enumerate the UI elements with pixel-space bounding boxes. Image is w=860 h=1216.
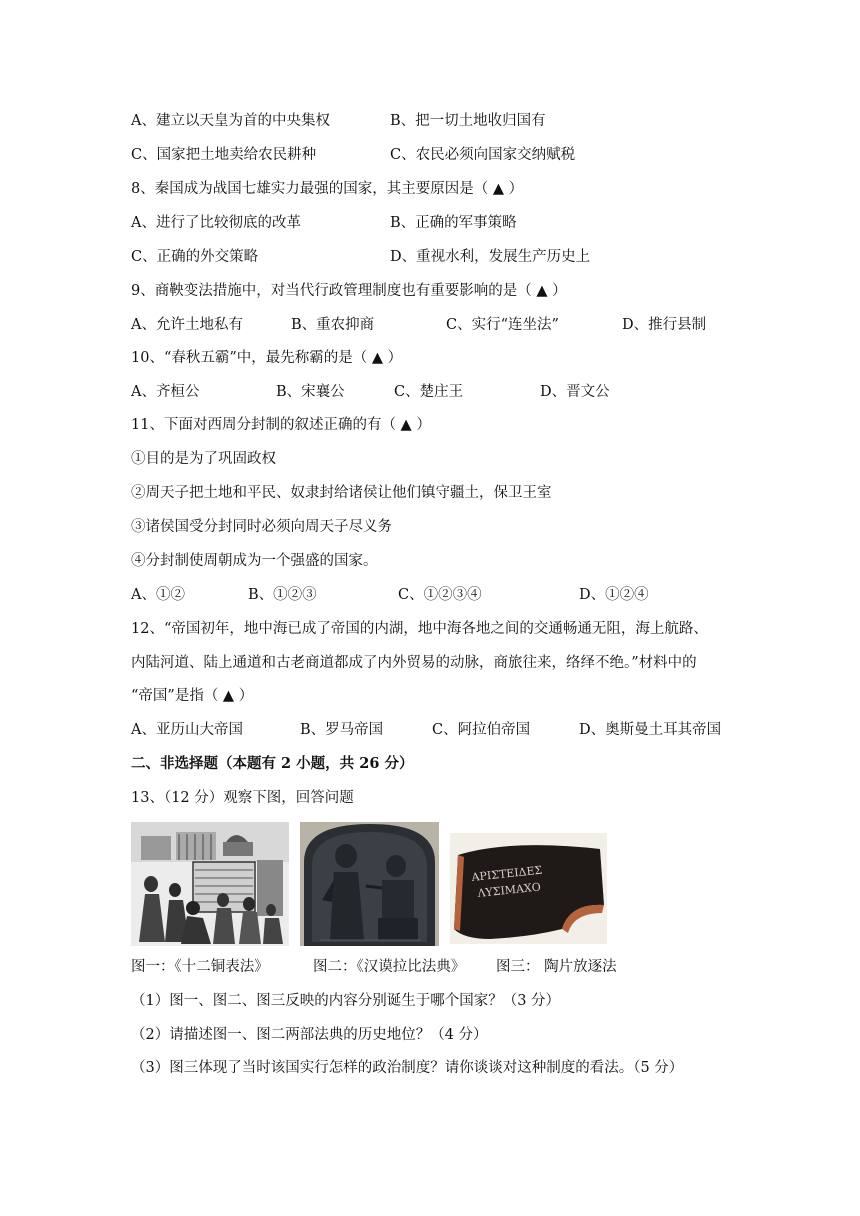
q7-option-c: C、国家把土地卖给农民耕种 — [131, 147, 317, 163]
q12-stem-line2: 内陆河道、陆上通道和古老商道都成了内外贸易的动脉，商旅往来，络绎不绝。”材料中的 — [131, 655, 697, 671]
q8-option-b: B、正确的军事策略 — [390, 215, 517, 231]
ostracon-inscription-line1: ΑΡΙΣΤΕΙΔΕΣ — [470, 863, 543, 884]
q7-option-b: B、把一切土地收归国有 — [390, 113, 546, 129]
section2-heading: 二、非选择题（本题有 2 小题，共 26 分） — [131, 755, 414, 772]
q12-option-a: A、亚历山大帝国 — [131, 722, 243, 738]
q12-stem-line1: 12、“帝国初年，地中海已成了帝国的内湖，地中海各地之间的交通畅通无阻，海上航路、 — [131, 621, 708, 637]
q9-option-a: A、允许土地私有 — [131, 317, 243, 333]
caption-figure-1: 图一：《十二铜表法》 — [131, 959, 269, 975]
q9-option-c: C、实行“连坐法” — [446, 317, 559, 333]
q12-option-c: C、阿拉伯帝国 — [432, 722, 531, 738]
q12-stem-line3: “帝国”是指（ ▲ ） — [131, 688, 254, 704]
q11-statement-1: ①目的是为了巩固政权 — [131, 451, 276, 467]
q8-option-c: C、正确的外交策略 — [131, 249, 259, 265]
figure-twelve-tables-image — [131, 822, 289, 946]
q8-option-d: D、重视水利，发展生产历史上 — [390, 249, 591, 265]
figure-ostracon-image — [450, 833, 607, 944]
q9-stem: 9、商鞅变法措施中，对当代行政管理制度也有重要影响的是（ ▲ ） — [131, 283, 567, 299]
q12-option-d: D、奥斯曼土耳其帝国 — [579, 722, 722, 738]
q11-statement-3: ③诸侯国受分封同时必须向周天子尽义务 — [131, 519, 392, 535]
q11-option-b: B、①②③ — [248, 587, 317, 603]
q9-option-b: B、重农抑商 — [291, 317, 375, 333]
q13-sub-question-3: （3）图三体现了当时该国实行怎样的政治制度？请你谈谈对这种制度的看法。（5 分） — [131, 1060, 684, 1076]
q10-option-b: B、宋襄公 — [276, 384, 345, 400]
q7-option-d: C、农民必须向国家交纳赋税 — [390, 147, 576, 163]
caption-figure-2: 图二：《汉谟拉比法典》 — [313, 959, 466, 975]
q10-stem: 10、“春秋五霸”中，最先称霸的是（ ▲ ） — [131, 350, 403, 366]
q8-stem: 8、秦国成为战国七雄实力最强的国家，其主要原因是（ ▲ ） — [131, 181, 524, 197]
q11-stem: 11、下面对西周分封制的叙述正确的有（ ▲ ） — [131, 417, 431, 433]
q11-statement-4: ④分封制使周朝成为一个强盛的国家。 — [131, 553, 378, 569]
ostracon-inscription-line2: ΛΥΣΙΜΑΧΟ — [476, 880, 542, 900]
q8-option-a: A、进行了比较彻底的改革 — [131, 215, 301, 231]
q9-option-d: D、推行县制 — [622, 317, 707, 333]
q10-option-c: C、楚庄王 — [394, 384, 464, 400]
q10-option-d: D、晋文公 — [540, 384, 610, 400]
q13-sub-question-2: （2）请描述图一、图二两部法典的历史地位？（4 分） — [131, 1027, 488, 1043]
q12-option-b: B、罗马帝国 — [300, 722, 384, 738]
q13-stem: 13、（12 分）观察下图，回答问题 — [131, 790, 354, 806]
q11-option-c: C、①②③④ — [398, 587, 482, 603]
q13-sub-question-1: （1）图一、图二、图三反映的内容分别诞生于哪个国家？（3 分） — [131, 993, 561, 1009]
q11-option-d: D、①②④ — [579, 587, 649, 603]
q10-option-a: A、齐桓公 — [131, 384, 200, 400]
caption-figure-3: 图三： 陶片放逐法 — [496, 959, 617, 975]
q7-option-a: A、建立以天皇为首的中央集权 — [131, 113, 330, 129]
q11-option-a: A、①② — [131, 587, 185, 603]
figure-hammurabi-stele-image — [300, 822, 439, 946]
q11-statement-2: ②周天子把土地和平民、奴隶封给诸侯让他们镇守疆土，保卫王室 — [131, 485, 552, 501]
